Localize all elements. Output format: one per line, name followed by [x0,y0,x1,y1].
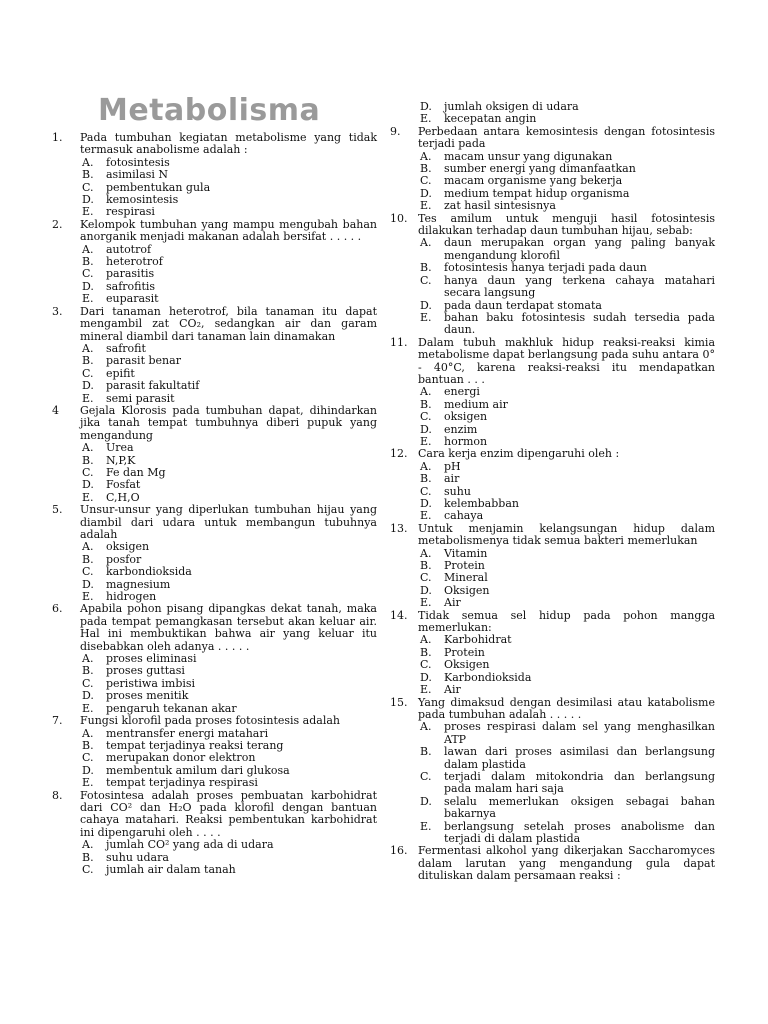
answer-option [390,237,715,262]
question-text: Unsur-unsur yang diperlukan tumbuhan hijau yang diambil dari udara untuk membangun tubuhnya adalah [80,503,377,541]
option-text: heterotrof [106,255,163,269]
question-number: 10. [390,211,408,225]
option-label: B. [82,552,94,566]
option-label: D. [420,583,432,597]
option-text: jumlah air dalam tanah [106,862,236,876]
option-text: suhu [444,484,471,498]
page-title: Metabolisma [98,93,321,128]
question-text: Dari tanaman heterotrof, bila tanaman itu dapat mengambil zat CO₂, sedangkan air dan garam mineral diambil dari tanaman lain dinamakan [80,304,377,343]
option-text: proses menitik [106,689,189,703]
answer-option [390,399,715,411]
option-label: D. [420,670,432,684]
option-label: C. [82,366,94,380]
option-text: tempat terjadinya respirasi [106,776,258,790]
question-text: Fotosintesa adalah proses pembuatan karbohidrat dari CO² dan H₂O pada klorofil dengan bantuan cahaya matahari. Reaksi pembentukan karbohidrat ini dipengaruhi oleh . . . . [80,788,377,839]
option-label: D. [82,689,94,703]
question-stem [52,715,377,727]
answer-option [52,206,377,218]
option-label: A. [420,149,432,163]
option-label: E. [82,292,94,306]
option-text: selalu memerlukan oksigen sebagai bahan bakarnya [444,794,715,821]
question-number: 3. [52,304,63,318]
option-label: B. [420,261,432,275]
question-block [52,790,377,877]
option-label: C. [82,180,94,194]
answer-option [390,721,715,746]
option-text: tempat terjadinya reaksi terang [106,738,284,752]
answer-option [390,659,715,671]
option-label: A. [82,341,94,355]
option-label: C. [82,751,94,765]
option-label: D. [82,279,94,293]
answer-option [52,256,377,268]
option-label: E. [420,434,432,448]
question-block [52,715,377,789]
question-text: Fungsi klorofil pada proses fotosintesis adalah [80,714,340,728]
option-label: D. [420,100,432,113]
answer-option [52,368,377,380]
option-text: fotosintesis hanya terjadi pada daun [444,261,647,275]
question-stem [390,448,715,460]
option-label: A. [420,459,432,473]
question-text: Fermentasi alkohol yang dikerjakan Saccharomyces dalam larutan yang mengandung gula dapat dituliskan dalam persamaan reaksi : [418,844,715,883]
option-text: medium tempat hidup organisma [444,186,630,200]
option-text: pada daun terdapat stomata [444,298,602,312]
option-label: E. [82,776,94,790]
option-label: B. [82,738,94,752]
option-text: magnesium [106,577,171,591]
option-text: suhu udara [106,850,169,864]
option-text: Vitamin [444,546,488,560]
option-text: cahaya [444,509,484,523]
option-text: macam unsur yang digunakan [444,149,613,163]
answer-option [52,182,377,194]
option-label: D. [82,577,94,591]
answer-option [52,194,377,206]
option-label: A. [82,652,94,666]
option-label: C. [82,862,94,876]
option-label: A. [420,236,432,250]
option-label: B. [420,162,432,176]
option-text: kemosintesis [106,193,179,207]
answer-option [52,169,377,181]
question-text: Dalam tubuh makhluk hidup reaksi-reaksi kimia metabolisme dapat berlangsung pada suhu antara 0° - 40°C, karena reaksi-reaksi itu mendapatkan bantuan . . . [418,335,715,386]
answer-option [52,752,377,764]
option-text: kelembabban [444,497,519,510]
option-text: daun merupakan organ yang paling banyak mengandung klorofil [444,236,715,262]
option-text: semi parasit [106,391,175,405]
question-stem [390,337,715,387]
question-block [390,610,715,697]
option-label: B. [82,664,94,678]
option-label: E. [82,205,94,219]
option-label: D. [420,422,432,436]
option-label: C. [420,273,432,287]
answer-option [52,455,377,467]
answer-option [390,548,715,560]
option-text: Oksigen [444,658,490,672]
option-label: A. [420,633,432,647]
question-stem [52,306,377,343]
question-number: 1. [52,131,63,144]
option-label: D. [420,794,432,808]
answer-option [390,597,715,609]
answer-option [52,244,377,256]
option-text: proses guttasi [106,664,185,678]
answer-option [390,461,715,473]
option-text: Fe dan Mg [106,465,166,479]
option-text: Fosfat [106,478,141,492]
option-text: enzim [444,422,478,436]
option-label: A. [82,242,94,256]
answer-option [390,275,715,300]
option-text: berlangsung setelah proses anabolisme dan terjadi di dalam plastida [444,819,715,845]
question-number: 7. [52,714,63,728]
option-text: terjadi dalam mitokondria dan berlangsung pada malam hari saja [444,769,715,796]
option-text: Air [444,683,461,697]
option-text: merupakan donor elektron [106,751,256,765]
question-stem [390,610,715,635]
option-text: Protein [444,645,485,659]
answer-option [390,200,715,212]
question-number: 8. [52,788,63,802]
answer-option [390,672,715,684]
option-label: B. [420,645,432,659]
answer-option [390,175,715,187]
option-text: peristiwa imbisi [106,676,196,690]
option-label: E. [82,701,94,715]
option-label: B. [82,453,94,467]
question-block [390,337,715,449]
left-column [52,132,377,876]
option-label: C. [420,174,432,188]
option-text: pH [444,459,461,473]
answer-option [390,572,715,584]
option-text: medium air [444,397,508,411]
answer-option [52,343,377,355]
option-text: karbondioksida [106,565,192,579]
answer-option [390,386,715,398]
answer-option [52,653,377,665]
option-label: D. [82,478,94,492]
answer-option [390,101,715,113]
question-block [390,101,715,126]
question-text: Tidak semua sel hidup pada pohon mangga memerlukan: [418,608,715,635]
question-stem [52,504,377,541]
answer-option [390,746,715,771]
option-label: A. [420,720,432,734]
answer-option [52,442,377,454]
option-text: air [444,472,460,486]
question-number: 15. [390,695,408,709]
question-number: 11. [390,335,408,349]
question-stem [390,523,715,548]
question-text: Perbedaan antara kemosintesis dengan fotosintesis terjadi pada [418,124,715,151]
question-stem [52,219,377,244]
option-label: E. [420,683,432,697]
option-text: parasit benar [106,354,181,368]
option-label: A. [82,726,94,740]
question-text: Cara kerja enzim dipengaruhi oleh : [418,447,620,461]
option-label: B. [420,559,432,573]
option-text: pembentukan gula [106,180,211,194]
option-text: C,H,O [106,490,140,504]
question-block [52,306,377,405]
option-label: C. [82,565,94,579]
option-text: parasitis [106,267,155,281]
option-text: respirasi [106,205,155,219]
option-text: membentuk amilum dari glukosa [106,763,290,777]
option-label: A. [82,155,94,169]
question-text: Kelompok tumbuhan yang mampu mengubah bahan anorganik menjadi makanan adalah bersifat . . . . . [80,217,377,244]
answer-option [52,777,377,789]
answer-option [52,293,377,305]
answer-option [52,579,377,591]
option-text: jumlah CO² yang ada di udara [106,838,274,852]
option-text: Karbondioksida [444,670,532,684]
option-text: hidrogen [106,590,157,604]
option-label: C. [82,465,94,479]
answer-option [390,684,715,696]
question-stem [52,132,377,157]
option-label: D. [82,193,94,207]
answer-option [390,498,715,510]
option-label: D. [82,379,94,393]
option-label: B. [82,850,94,864]
question-number: 6. [52,602,63,616]
question-number: 9. [390,124,401,138]
option-text: zat hasil sintesisnya [444,199,556,213]
question-number: 14. [390,608,408,622]
option-text: Mineral [444,571,488,585]
question-number: 5. [52,503,63,517]
question-number: 13. [390,521,408,535]
option-text: N,P,K [106,453,136,467]
option-text: kecepatan angin [444,112,537,126]
option-label: B. [82,354,94,368]
answer-option [390,796,715,821]
question-text: Tes amilum untuk menguji hasil fotosintesis dilakukan terhadap daun tumbuhan hijau, sebab: [418,211,715,238]
option-text: proses respirasi dalam sel yang menghasilkan ATP [444,720,715,746]
question-block [390,523,715,610]
option-label: A. [82,540,94,554]
answer-option [390,262,715,274]
question-text: Gejala Klorosis pada tumbuhan dapat, dihindarkan jika tanah tempat tumbuhnya diberi pupuk yang mengandung [80,403,377,442]
answer-option [390,585,715,597]
answer-option [52,268,377,280]
option-label: A. [82,838,94,852]
option-label: A. [420,546,432,560]
option-label: E. [82,590,94,604]
answer-option [390,486,715,498]
answer-option [390,510,715,522]
option-text: bahan baku fotosintesis sudah tersedia pada daun. [444,310,715,337]
answer-option [52,157,377,169]
answer-option [390,113,715,125]
answer-option [52,467,377,479]
answer-option [390,634,715,646]
option-text: pengaruh tekanan akar [106,701,237,715]
option-text: Karbohidrat [444,633,512,647]
option-label: D. [420,298,432,312]
answer-option [390,411,715,423]
option-text: Air [444,596,461,610]
option-text: macam organisme yang bekerja [444,174,623,188]
option-text: safrofit [106,341,146,355]
question-stem [52,790,377,840]
question-block [390,126,715,213]
question-block [390,448,715,522]
option-text: energi [444,385,480,399]
option-text: euparasit [106,292,159,306]
option-label: B. [420,472,432,486]
option-text: jumlah oksigen di udara [444,100,579,113]
option-label: C. [420,769,432,783]
option-text: Urea [106,441,134,455]
question-text: Pada tumbuhan kegiatan metabolisme yang tidak termasuk anabolisme adalah : [80,131,377,157]
answer-option [52,541,377,553]
option-label: E. [420,596,432,610]
answer-option [390,647,715,659]
question-stem [390,845,715,882]
question-block [390,697,715,846]
question-text: Yang dimaksud dengan desimilasi atau katabolisme pada tumbuhan adalah . . . . . [418,695,715,721]
question-stem [52,405,377,442]
option-text: epifit [106,366,135,380]
option-label: E. [420,112,432,126]
question-number: 16. [390,844,408,858]
option-text: Oksigen [444,583,490,597]
question-stem [52,603,377,653]
question-number: 12. [390,447,408,461]
option-label: D. [420,497,432,510]
option-label: E. [420,819,432,833]
option-text: parasit fakultatif [106,379,200,393]
option-text: oksigen [444,410,488,424]
option-label: E. [82,490,94,504]
option-label: E. [420,509,432,523]
option-text: hormon [444,434,488,448]
answer-option [52,380,377,392]
right-column [390,101,715,883]
option-text: lawan dari proses asimilasi dan berlangsung dalam plastida [444,745,715,771]
option-label: B. [82,168,94,182]
option-label: A. [82,441,94,455]
question-stem [390,126,715,151]
option-label: C. [420,571,432,585]
answer-option [52,355,377,367]
option-label: A. [420,385,432,399]
question-text: Untuk menjamin kelangsungan hidup dalam metabolismenya tidak semua bakteri memerlukan [418,521,715,548]
option-label: D. [420,186,432,200]
option-label: C. [420,410,432,424]
answer-option [390,312,715,337]
question-block [52,603,377,715]
option-label: C. [420,658,432,672]
question-block [52,132,377,219]
option-text: autotrof [106,242,152,256]
answer-option [52,554,377,566]
answer-option [390,560,715,572]
option-label: B. [420,397,432,411]
answer-option [390,821,715,846]
question-text: Apabila pohon pisang dipangkas dekat tanah, maka pada tempat pemangkasan tersebut akan keluar air. Hal ini membuktikan bahwa air yang keluar itu disebabkan oleh adanya . . . . . [80,602,377,653]
option-text: sumber energi yang dimanfaatkan [444,162,636,176]
answer-option [52,281,377,293]
option-label: C. [82,267,94,281]
question-number: 4 [52,403,59,417]
option-label: B. [420,745,432,759]
answer-option [390,473,715,485]
option-text: posfor [106,552,142,566]
question-stem [390,697,715,722]
answer-option [52,678,377,690]
question-number: 2. [52,217,63,231]
option-text: oksigen [106,540,150,554]
option-text: hanya daun yang terkena cahaya matahari secara langsung [444,273,715,300]
option-text: proses eliminasi [106,652,197,666]
answer-option [52,479,377,491]
option-text: safrofitis [106,279,156,293]
option-text: asimilasi N [106,168,169,182]
question-block [52,504,377,603]
answer-option [52,690,377,702]
question-block [390,213,715,337]
option-label: B. [82,255,94,269]
option-label: D. [82,763,94,777]
question-block [52,405,377,504]
option-text: mentransfer energi matahari [106,726,269,740]
option-label: E. [420,199,432,213]
answer-option [390,771,715,796]
answer-option [390,424,715,436]
answer-option [52,839,377,851]
answer-option [52,864,377,876]
option-label: C. [82,676,94,690]
answer-option [52,665,377,677]
option-label: C. [420,484,432,498]
option-label: E. [82,391,94,405]
option-text: fotosintesis [106,155,170,169]
question-block [390,845,715,882]
answer-option [52,566,377,578]
option-label: E. [420,310,432,324]
option-text: Protein [444,559,485,573]
question-stem [390,213,715,238]
question-block [52,219,377,306]
